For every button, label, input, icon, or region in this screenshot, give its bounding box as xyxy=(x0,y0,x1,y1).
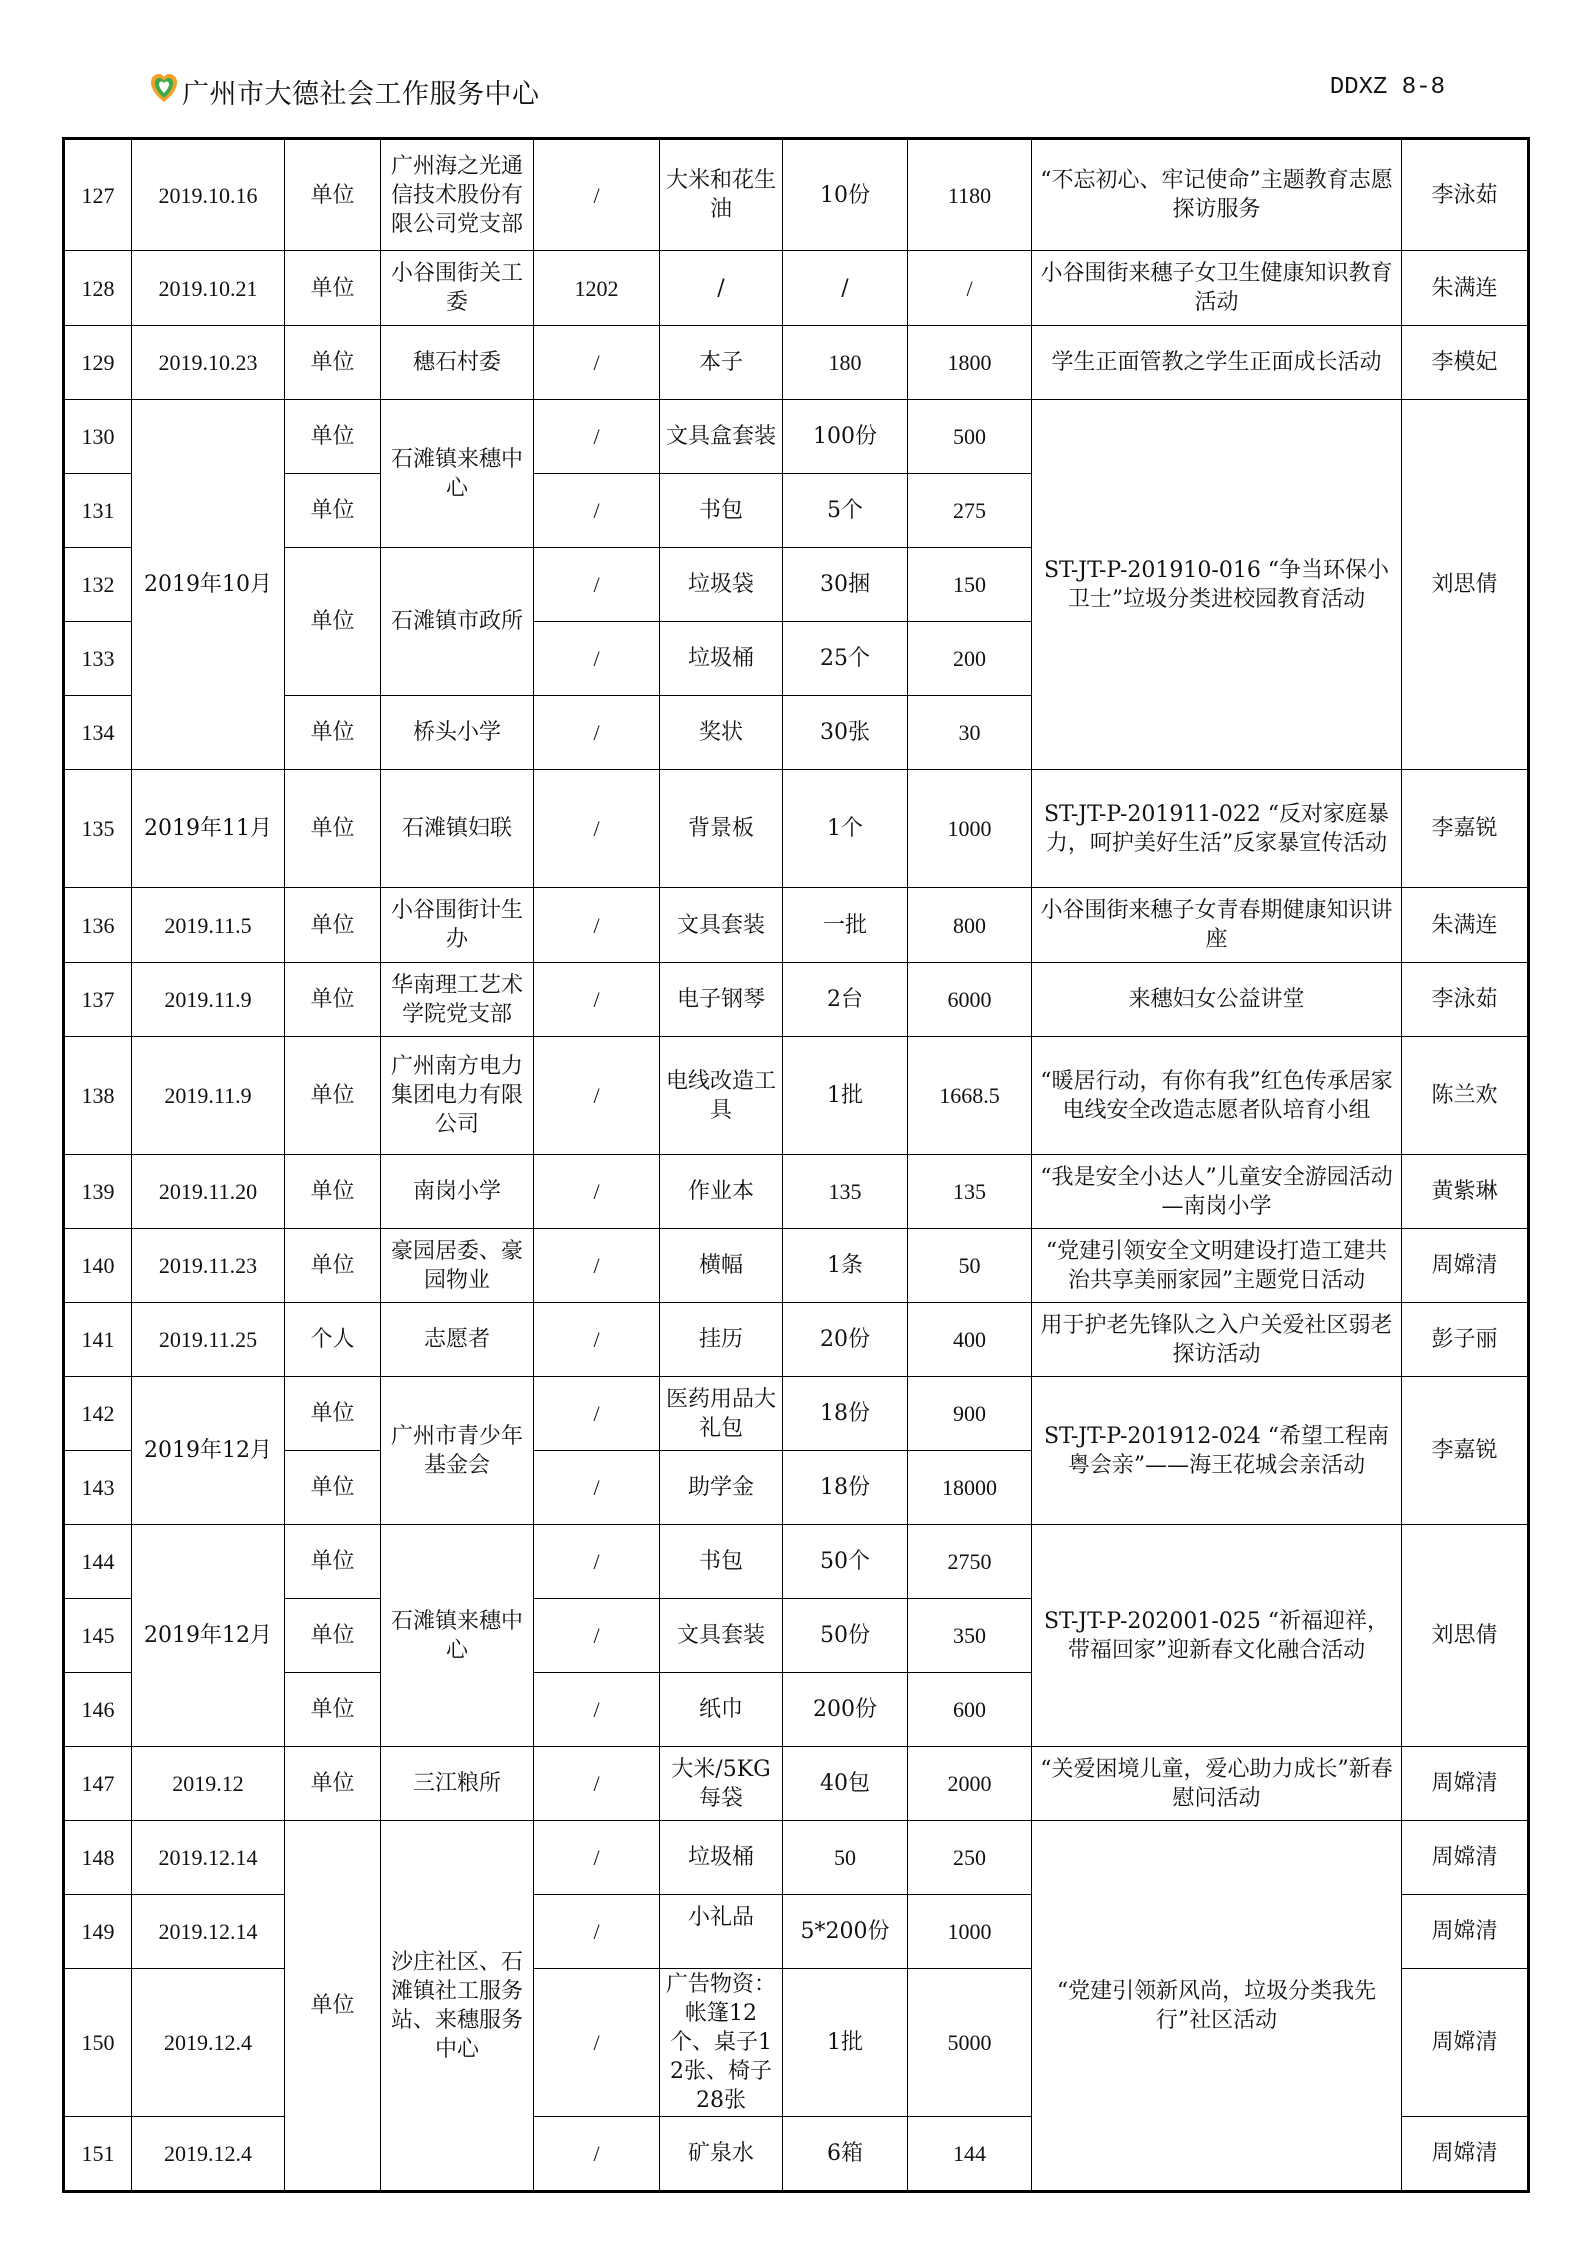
cell-project: ST-JT-P-201911-022 “反对家庭暴力，呵护美好生活”反家暴宣传活动 xyxy=(1032,770,1402,888)
cell-project: “党建引领安全文明建设打造工建共治共享美丽家园”主题党日活动 xyxy=(1032,1229,1402,1303)
cell-type: 单位 xyxy=(285,770,381,888)
cell-cash: / xyxy=(534,1377,660,1451)
cell-cash: / xyxy=(534,1673,660,1747)
cell-date: 2019.11.20 xyxy=(132,1155,285,1229)
cell-value: 2750 xyxy=(908,1525,1032,1599)
cell-value: 18000 xyxy=(908,1451,1032,1525)
cell-donor: 石滩镇妇联 xyxy=(381,770,534,888)
cell-handler: 李嘉锐 xyxy=(1402,1377,1529,1525)
cell-item: / xyxy=(660,251,783,326)
cell-donor: 穗石村委 xyxy=(381,326,534,400)
cell-quantity: 50份 xyxy=(783,1599,908,1673)
cell-project: 小谷围街来穗子女青春期健康知识讲座 xyxy=(1032,888,1402,963)
cell-quantity: 18份 xyxy=(783,1377,908,1451)
cell-quantity: 2台 xyxy=(783,963,908,1037)
page-header xyxy=(150,70,1445,110)
cell-no: 138 xyxy=(64,1037,132,1155)
cell-donor: 华南理工艺术学院党支部 xyxy=(381,963,534,1037)
cell-cash: / xyxy=(534,963,660,1037)
cell-type: 单位 xyxy=(285,1229,381,1303)
cell-project: 用于护老先锋队之入户关爱社区弱老探访活动 xyxy=(1032,1303,1402,1377)
cell-cash: / xyxy=(534,888,660,963)
table-row xyxy=(64,1377,1529,1451)
table-row xyxy=(64,963,1529,1037)
cell-date: 2019.12.4 xyxy=(132,1969,285,2117)
table-row xyxy=(64,1037,1529,1155)
cell-value: 30 xyxy=(908,696,1032,770)
cell-value: 400 xyxy=(908,1303,1032,1377)
cell-item: 矿泉水 xyxy=(660,2117,783,2192)
cell-quantity: 30张 xyxy=(783,696,908,770)
cell-date: 2019年12月 xyxy=(132,1377,285,1525)
cell-no: 146 xyxy=(64,1673,132,1747)
table-row xyxy=(64,1229,1529,1303)
cell-quantity: 50 xyxy=(783,1821,908,1895)
table-row xyxy=(64,139,1529,251)
cell-date: 2019.11.9 xyxy=(132,963,285,1037)
cell-no: 148 xyxy=(64,1821,132,1895)
cell-cash: / xyxy=(534,139,660,251)
cell-value: 1668.5 xyxy=(908,1037,1032,1155)
table-row xyxy=(64,770,1529,888)
cell-quantity: 18份 xyxy=(783,1451,908,1525)
cell-type: 单位 xyxy=(285,696,381,770)
cell-quantity: 1条 xyxy=(783,1229,908,1303)
cell-handler: 周嫦清 xyxy=(1402,1969,1529,2117)
cell-no: 132 xyxy=(64,548,132,622)
cell-handler: 周嫦清 xyxy=(1402,2117,1529,2192)
cell-value: 1000 xyxy=(908,770,1032,888)
cell-quantity: 一批 xyxy=(783,888,908,963)
cell-date: 2019.10.23 xyxy=(132,326,285,400)
cell-donor: 广州海之光通信技术股份有限公司党支部 xyxy=(381,139,534,251)
cell-item: 书包 xyxy=(660,474,783,548)
cell-quantity: 200份 xyxy=(783,1673,908,1747)
cell-no: 128 xyxy=(64,251,132,326)
cell-donor: 志愿者 xyxy=(381,1303,534,1377)
cell-type: 单位 xyxy=(285,888,381,963)
cell-value: 1800 xyxy=(908,326,1032,400)
cell-donor: 石滩镇来穗中心 xyxy=(381,1525,534,1747)
cell-cash: / xyxy=(534,1599,660,1673)
cell-donor: 广州市青少年基金会 xyxy=(381,1377,534,1525)
cell-type: 单位 xyxy=(285,1037,381,1155)
cell-quantity: 1批 xyxy=(783,1969,908,2117)
cell-quantity: 1个 xyxy=(783,770,908,888)
cell-type: 单位 xyxy=(285,1525,381,1599)
cell-no: 130 xyxy=(64,400,132,474)
cell-item: 垃圾桶 xyxy=(660,1821,783,1895)
cell-project: ST-JT-P-201910-016 “争当环保小卫士”垃圾分类进校园教育活动 xyxy=(1032,400,1402,770)
cell-no: 150 xyxy=(64,1969,132,2117)
cell-type: 单位 xyxy=(285,1155,381,1229)
cell-cash: / xyxy=(534,1969,660,2117)
table-row xyxy=(64,1747,1529,1821)
cell-cash: / xyxy=(534,770,660,888)
cell-item: 大米/5KG每袋 xyxy=(660,1747,783,1821)
cell-cash: / xyxy=(534,400,660,474)
cell-quantity: 10份 xyxy=(783,139,908,251)
cell-cash: / xyxy=(534,2117,660,2192)
cell-item: 垃圾袋 xyxy=(660,548,783,622)
cell-donor: 南岗小学 xyxy=(381,1155,534,1229)
cell-value: 200 xyxy=(908,622,1032,696)
cell-quantity: 6箱 xyxy=(783,2117,908,2192)
cell-item: 医药用品大礼包 xyxy=(660,1377,783,1451)
cell-no: 133 xyxy=(64,622,132,696)
cell-donor: 桥头小学 xyxy=(381,696,534,770)
cell-project: 来穗妇女公益讲堂 xyxy=(1032,963,1402,1037)
cell-quantity: 40包 xyxy=(783,1747,908,1821)
cell-value: 6000 xyxy=(908,963,1032,1037)
cell-type: 单位 xyxy=(285,548,381,696)
cell-no: 143 xyxy=(64,1451,132,1525)
cell-project: “暖居行动，有你有我”红色传承居家电线安全改造志愿者队培育小组 xyxy=(1032,1037,1402,1155)
cell-cash: / xyxy=(534,1451,660,1525)
cell-cash: / xyxy=(534,1525,660,1599)
cell-cash: / xyxy=(534,1303,660,1377)
cell-value: 135 xyxy=(908,1155,1032,1229)
heart-logo-icon xyxy=(150,72,178,104)
cell-quantity: 20份 xyxy=(783,1303,908,1377)
cell-date: 2019.12.14 xyxy=(132,1821,285,1895)
cell-date: 2019.11.9 xyxy=(132,1037,285,1155)
cell-no: 144 xyxy=(64,1525,132,1599)
cell-value: 2000 xyxy=(908,1747,1032,1821)
cell-item: 大米和花生油 xyxy=(660,139,783,251)
cell-date: 2019年11月 xyxy=(132,770,285,888)
cell-no: 151 xyxy=(64,2117,132,2192)
cell-quantity: 25个 xyxy=(783,622,908,696)
cell-no: 145 xyxy=(64,1599,132,1673)
cell-donor: 石滩镇来穗中心 xyxy=(381,400,534,548)
cell-no: 135 xyxy=(64,770,132,888)
cell-quantity: 30捆 xyxy=(783,548,908,622)
table-row xyxy=(64,888,1529,963)
cell-donor: 广州南方电力集团电力有限公司 xyxy=(381,1037,534,1155)
cell-date: 2019.11.23 xyxy=(132,1229,285,1303)
cell-project: “党建引领新风尚，垃圾分类我先行”社区活动 xyxy=(1032,1821,1402,2192)
cell-cash: / xyxy=(534,622,660,696)
cell-item: 挂历 xyxy=(660,1303,783,1377)
cell-handler: 朱满连 xyxy=(1402,888,1529,963)
cell-project: 小谷围街来穗子女卫生健康知识教育活动 xyxy=(1032,251,1402,326)
cell-cash: / xyxy=(534,1229,660,1303)
cell-type: 单位 xyxy=(285,1377,381,1451)
table-row xyxy=(64,1303,1529,1377)
cell-no: 140 xyxy=(64,1229,132,1303)
cell-handler: 李泳茹 xyxy=(1402,963,1529,1037)
cell-item: 电子钢琴 xyxy=(660,963,783,1037)
cell-type: 个人 xyxy=(285,1303,381,1377)
cell-item: 文具套装 xyxy=(660,1599,783,1673)
cell-project: ST-JT-P-202001-025 “祈福迎祥，带福回家”迎新春文化融合活动 xyxy=(1032,1525,1402,1747)
table-row xyxy=(64,400,1529,474)
cell-item: 纸巾 xyxy=(660,1673,783,1747)
cell-date: 2019.10.21 xyxy=(132,251,285,326)
cell-no: 127 xyxy=(64,139,132,251)
cell-project: “不忘初心、牢记使命”主题教育志愿探访服务 xyxy=(1032,139,1402,251)
cell-type: 单位 xyxy=(285,326,381,400)
cell-item: 垃圾桶 xyxy=(660,622,783,696)
cell-project: ST-JT-P-201912-024 “希望工程南粤会亲”——海王花城会亲活动 xyxy=(1032,1377,1402,1525)
table-row xyxy=(64,251,1529,326)
cell-quantity: 180 xyxy=(783,326,908,400)
cell-type: 单位 xyxy=(285,1599,381,1673)
cell-value: 800 xyxy=(908,888,1032,963)
cell-quantity: 1批 xyxy=(783,1037,908,1155)
cell-date: 2019.12 xyxy=(132,1747,285,1821)
cell-handler: 周嫦清 xyxy=(1402,1747,1529,1821)
cell-value: 144 xyxy=(908,2117,1032,2192)
cell-cash: / xyxy=(534,1895,660,1969)
cell-no: 142 xyxy=(64,1377,132,1451)
cell-type: 单位 xyxy=(285,139,381,251)
cell-item: 电线改造工具 xyxy=(660,1037,783,1155)
cell-project: “关爱困境儿童，爱心助力成长”新春慰问活动 xyxy=(1032,1747,1402,1821)
cell-donor: 小谷围街计生办 xyxy=(381,888,534,963)
cell-donor: 三江粮所 xyxy=(381,1747,534,1821)
cell-cash: / xyxy=(534,1037,660,1155)
cell-value: 900 xyxy=(908,1377,1032,1451)
cell-quantity: 5个 xyxy=(783,474,908,548)
cell-handler: 陈兰欢 xyxy=(1402,1037,1529,1155)
cell-cash: 1202 xyxy=(534,251,660,326)
cell-donor: 石滩镇市政所 xyxy=(381,548,534,696)
cell-item: 书包 xyxy=(660,1525,783,1599)
cell-handler: 周嫦清 xyxy=(1402,1229,1529,1303)
cell-item: 背景板 xyxy=(660,770,783,888)
cell-no: 129 xyxy=(64,326,132,400)
cell-handler: 李模妃 xyxy=(1402,326,1529,400)
cell-value: 350 xyxy=(908,1599,1032,1673)
cell-cash: / xyxy=(534,548,660,622)
cell-value: 1180 xyxy=(908,139,1032,251)
cell-handler: 周嫦清 xyxy=(1402,1821,1529,1895)
table-row xyxy=(64,1525,1529,1599)
table-row xyxy=(64,1821,1529,1895)
cell-cash: / xyxy=(534,474,660,548)
cell-no: 134 xyxy=(64,696,132,770)
cell-item: 文具套装 xyxy=(660,888,783,963)
cell-cash: / xyxy=(534,696,660,770)
cell-no: 137 xyxy=(64,963,132,1037)
cell-type: 单位 xyxy=(285,474,381,548)
table-row xyxy=(64,326,1529,400)
cell-donor: 小谷围街关工委 xyxy=(381,251,534,326)
cell-type: 单位 xyxy=(285,1747,381,1821)
cell-quantity: / xyxy=(783,251,908,326)
cell-cash: / xyxy=(534,1747,660,1821)
cell-value: 500 xyxy=(908,400,1032,474)
cell-value: 250 xyxy=(908,1821,1032,1895)
cell-type: 单位 xyxy=(285,1821,381,2192)
cell-item: 横幅 xyxy=(660,1229,783,1303)
cell-handler: 周嫦清 xyxy=(1402,1895,1529,1969)
cell-item: 小礼品 xyxy=(660,1895,783,1969)
cell-quantity: 100份 xyxy=(783,400,908,474)
cell-handler: 黄紫琳 xyxy=(1402,1155,1529,1229)
cell-item: 广告物资：帐篷12个、桌子12张、椅子28张 xyxy=(660,1969,783,2117)
cell-item: 作业本 xyxy=(660,1155,783,1229)
cell-no: 139 xyxy=(64,1155,132,1229)
cell-quantity: 5*200份 xyxy=(783,1895,908,1969)
organization-name: 广州市大德社会工作服务中心 xyxy=(182,79,540,110)
cell-type: 单位 xyxy=(285,400,381,474)
cell-cash: / xyxy=(534,326,660,400)
cell-no: 149 xyxy=(64,1895,132,1969)
cell-value: 1000 xyxy=(908,1895,1032,1969)
cell-item: 助学金 xyxy=(660,1451,783,1525)
cell-project: “我是安全小达人”儿童安全游园活动—南岗小学 xyxy=(1032,1155,1402,1229)
cell-no: 147 xyxy=(64,1747,132,1821)
cell-item: 本子 xyxy=(660,326,783,400)
cell-item: 文具盒套装 xyxy=(660,400,783,474)
cell-quantity: 135 xyxy=(783,1155,908,1229)
cell-value: 150 xyxy=(908,548,1032,622)
cell-quantity: 50个 xyxy=(783,1525,908,1599)
cell-value: / xyxy=(908,251,1032,326)
cell-type: 单位 xyxy=(285,963,381,1037)
cell-handler: 彭子丽 xyxy=(1402,1303,1529,1377)
cell-value: 275 xyxy=(908,474,1032,548)
table-row xyxy=(64,1155,1529,1229)
cell-donor: 豪园居委、豪园物业 xyxy=(381,1229,534,1303)
cell-handler: 李泳茹 xyxy=(1402,139,1529,251)
cell-value: 50 xyxy=(908,1229,1032,1303)
cell-handler: 刘思倩 xyxy=(1402,1525,1529,1747)
cell-date: 2019.11.5 xyxy=(132,888,285,963)
cell-no: 131 xyxy=(64,474,132,548)
cell-date: 2019.12.4 xyxy=(132,2117,285,2192)
cell-date: 2019年12月 xyxy=(132,1525,285,1747)
cell-date: 2019.12.14 xyxy=(132,1895,285,1969)
cell-no: 141 xyxy=(64,1303,132,1377)
donation-table xyxy=(62,137,1530,2193)
document-code: DDXZ 8-8 xyxy=(1329,74,1445,101)
cell-type: 单位 xyxy=(285,251,381,326)
cell-date: 2019年10月 xyxy=(132,400,285,770)
cell-value: 5000 xyxy=(908,1969,1032,2117)
cell-item: 奖状 xyxy=(660,696,783,770)
cell-no: 136 xyxy=(64,888,132,963)
cell-handler: 朱满连 xyxy=(1402,251,1529,326)
cell-handler: 刘思倩 xyxy=(1402,400,1529,770)
cell-cash: / xyxy=(534,1821,660,1895)
cell-handler: 李嘉锐 xyxy=(1402,770,1529,888)
cell-date: 2019.10.16 xyxy=(132,139,285,251)
cell-type: 单位 xyxy=(285,1673,381,1747)
cell-project: 学生正面管教之学生正面成长活动 xyxy=(1032,326,1402,400)
cell-type: 单位 xyxy=(285,1451,381,1525)
cell-date: 2019.11.25 xyxy=(132,1303,285,1377)
cell-donor: 沙庄社区、石滩镇社工服务站、来穗服务中心 xyxy=(381,1821,534,2192)
cell-cash: / xyxy=(534,1155,660,1229)
cell-value: 600 xyxy=(908,1673,1032,1747)
